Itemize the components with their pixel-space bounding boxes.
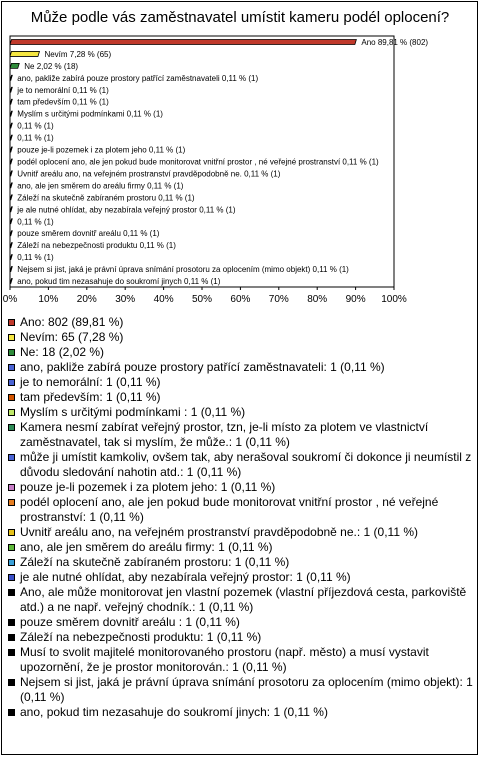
legend-item — [8, 480, 474, 495]
legend-label: Uvnitř areálu ano, na veřejném prostranství pravděpodobně ne.: 1 (0,11 %) — [20, 525, 419, 539]
bar-label: Uvnitř areálu ano, na veřejném prostranství pravděpodobně ne. 0,11 % (1) — [17, 169, 281, 179]
x-tick-label: 0% — [2, 294, 18, 305]
legend-swatch — [8, 319, 15, 326]
bar-label: Ne 2,02 % (18) — [24, 61, 79, 71]
bar-label: pouze směrem dovnitř areálu 0,11 % (1) — [17, 229, 160, 239]
legend-item — [8, 360, 474, 375]
x-tick-label: 90% — [345, 294, 366, 305]
legend-label: je ale nutné ohlídat, aby nezabírala veřejný prostor: 1 (0,11 %) — [20, 570, 351, 584]
bar-label: podél oplocení ano, ale jen pokud bude monitorovat vnitřní prostor , né veřejné prostranství 0,11 % (1) — [17, 157, 379, 167]
legend-swatch — [8, 679, 15, 686]
legend-item — [8, 570, 474, 585]
legend-item — [8, 330, 474, 345]
legend-label: Ne: 18 (2,02 %) — [20, 345, 105, 359]
legend-item — [8, 675, 474, 705]
bar-label: 0,11 % (1) — [17, 121, 54, 131]
legend-swatch — [8, 499, 15, 506]
bar-label: ano, pakliže zabírá pouze prostory patřící zaměstnavateli 0,11 % (1) — [17, 73, 259, 83]
bar-label: Záleží na nebezpečnosti produktu 0,11 % (1) — [17, 241, 176, 251]
legend-swatch — [8, 334, 15, 341]
legend-swatch — [8, 529, 15, 536]
legend-label: Kamera nesmí zabírat veřejný prostor, tzn, je-li místo za plotem ve vlastnictví zaměstnavatel, tak si myslím, že může.: 1 (0,11 %) — [20, 420, 429, 449]
legend-item — [8, 315, 474, 330]
legend-swatch — [8, 349, 15, 356]
x-tick-label: 80% — [307, 294, 328, 305]
legend-label: může ji umístit kamkoliv, ovšem tak, aby nerašoval soukromí či dokonce ji neumístil z důvodu sledování nahotin atd.: 1 (0,11 %) — [20, 450, 472, 479]
legend-swatch — [8, 409, 15, 416]
x-tick-label: 10% — [38, 294, 59, 305]
legend-item — [8, 345, 474, 360]
legend-label: ano, pakliže zabírá pouze prostory patřící zaměstnavateli: 1 (0,11 %) — [20, 360, 385, 374]
bar-label: 0,11 % (1) — [17, 133, 54, 143]
legend-swatch — [8, 634, 15, 641]
legend-item — [8, 495, 474, 525]
legend-item — [8, 450, 474, 480]
legend-label: Musí to svolit majitelé monitorovaného prostoru (např. město) a musí vystavit upozornění, že je prostor monitorován.: 1 (0,11 %) — [20, 645, 429, 674]
bar-label: Záleží na skutečně zabíraném prostoru 0,11 % (1) — [17, 193, 195, 203]
legend-swatch — [8, 619, 15, 626]
bar — [10, 63, 19, 68]
legend-swatch — [8, 589, 15, 596]
legend-item — [8, 555, 474, 570]
x-tick-label: 50% — [191, 294, 213, 305]
legend-item — [8, 585, 474, 615]
legend — [8, 315, 474, 720]
legend-swatch — [8, 424, 15, 431]
x-tick-label: 20% — [76, 294, 97, 305]
legend-label: Ano: 802 (89,81 %) — [20, 315, 124, 329]
legend-swatch — [8, 559, 15, 566]
bar-label: tam především 0,11 % (1) — [17, 97, 109, 107]
legend-item — [8, 705, 474, 720]
legend-item — [8, 615, 474, 630]
bar-chart — [0, 0, 480, 310]
legend-label: Záleží na nebezpečnosti produktu: 1 (0,11 %) — [20, 630, 262, 644]
x-tick-label: 70% — [268, 294, 289, 305]
legend-label: Záleží na skutečně zabíraném prostoru: 1 (0,11 %) — [20, 555, 290, 569]
legend-item — [8, 540, 474, 555]
bar — [10, 51, 39, 56]
bar-label: je ale nutné ohlídat, aby nezabírala veřejný prostor 0,11 % (1) — [17, 205, 236, 215]
legend-item — [8, 405, 474, 420]
legend-item — [8, 630, 474, 645]
x-tick-label: 40% — [153, 294, 174, 305]
legend-item — [8, 645, 474, 675]
legend-swatch — [8, 709, 15, 716]
legend-label: ano, ale jen směrem do areálu firmy: 1 (0,11 %) — [20, 540, 273, 554]
chart-title: Může podle vás zaměstnavatel umístit kameru podél oplocení? — [30, 9, 450, 26]
bar-label: Ano 89,81 % (802) — [361, 37, 429, 47]
bar-label: 0,11 % (1) — [17, 253, 54, 263]
legend-label: podél oplocení ano, ale jen pokud bude monitorovat vnitřní prostor , né veřejné prostranství: 1 (0,11 %) — [20, 495, 439, 524]
bar-label: ano, ale jen směrem do areálu firmy 0,11 % (1) — [17, 181, 184, 191]
legend-item — [8, 420, 474, 450]
legend-swatch — [8, 364, 15, 371]
x-tick-label: 30% — [115, 294, 136, 305]
bar-label: Nejsem si jist, jaká je právní úprava snímání prosotoru za oplocením (mimo objekt) 0,11 % (1) — [17, 265, 349, 275]
legend-label: Myslím s určitými podmínkami : 1 (0,11 %) — [20, 405, 246, 419]
legend-item — [8, 375, 474, 390]
bar-label: 0,11 % (1) — [17, 217, 54, 227]
bar — [10, 39, 356, 44]
legend-label: Nejsem si jist, jaká je právní úprava snímání prosotoru za oplocením (mimo objekt): 1 (0,11 %) — [20, 675, 473, 704]
bar-label: ano, pokud tim nezasahuje do soukromí jinych 0,11 % (1) — [17, 277, 221, 287]
legend-swatch — [8, 379, 15, 386]
legend-swatch — [8, 649, 15, 656]
legend-swatch — [8, 394, 15, 401]
bar-label: Myslím s určitými podmínkami 0,11 % (1) — [17, 109, 163, 119]
legend-label: ano, pokud tim nezasahuje do soukromí jinych: 1 (0,11 %) — [20, 705, 328, 719]
legend-label: Ano, ale může monitorovat jen vlastní pozemek (vlastní příjezdová cesta, parkoviště atd.) a ne např. veřejný chodník.: 1 (0,11 %) — [20, 585, 467, 614]
legend-label: je to nemorální: 1 (0,11 %) — [20, 375, 161, 389]
bar-label: je to nemorální 0,11 % (1) — [17, 85, 109, 95]
bar-label: Nevím 7,28 % (65) — [44, 49, 112, 59]
legend-item — [8, 390, 474, 405]
legend-label: pouze směrem dovnitř areálu : 1 (0,11 %) — [20, 615, 240, 629]
legend-swatch — [8, 454, 15, 461]
legend-swatch — [8, 484, 15, 491]
legend-label: tam především: 1 (0,11 %) — [20, 390, 161, 404]
legend-label: Nevím: 65 (7,28 %) — [20, 330, 124, 344]
bar-label: pouze je-li pozemek i za plotem jeho 0,11 % (1) — [17, 145, 186, 155]
legend-label: pouze je-li pozemek i za plotem jeho: 1 (0,11 %) — [20, 480, 276, 494]
x-tick-label: 100% — [381, 294, 407, 305]
x-tick-label: 60% — [230, 294, 251, 305]
legend-swatch — [8, 544, 15, 551]
legend-item — [8, 525, 474, 540]
legend-swatch — [8, 574, 15, 581]
